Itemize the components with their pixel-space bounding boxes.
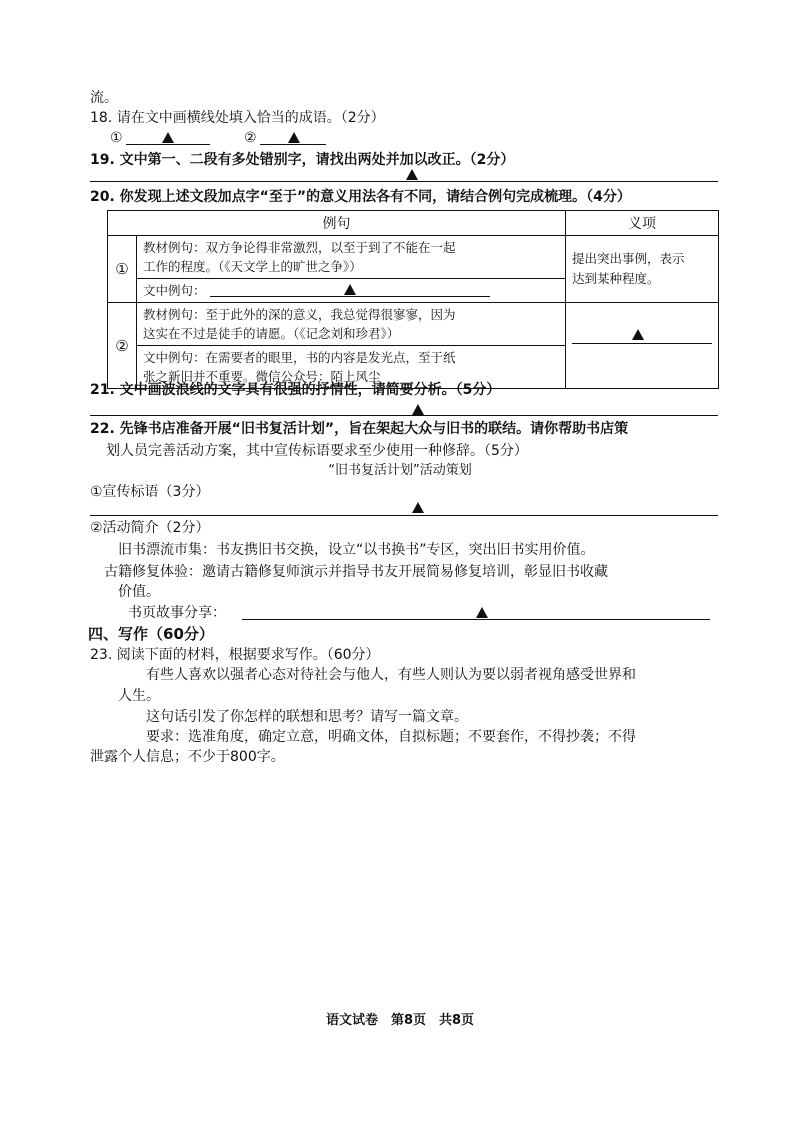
meaning-blank-cell[interactable] <box>566 303 719 389</box>
q18-blank-2[interactable] <box>260 144 326 145</box>
q18-blank-2-label: ② <box>244 130 257 146</box>
writing-prompt: 这句话引发了你怎样的联想和思考？请写一篇文章。 <box>146 709 468 725</box>
text-example-line: 张之新旧并不重要。微信公众号：陌上风尘 <box>143 369 381 384</box>
textbook-example-line: 这实在不过是徒手的请愿。（《记念刘和珍君》） <box>143 326 400 341</box>
row-number: ② <box>108 303 137 389</box>
answer-marker-icon <box>288 132 300 143</box>
answer-marker-icon <box>162 132 174 143</box>
requirement-line2: 泄露个人信息；不少于800字。 <box>90 749 285 765</box>
q21-answer-line[interactable] <box>90 415 718 416</box>
activity-item-2-line1: 古籍修复体验：邀请古籍修复师演示并指导书友开展简易修复培训，彰显旧书收藏 <box>104 564 608 580</box>
question-18: 18. 请在文中画横线处填入恰当的成语。（2分） <box>90 110 385 126</box>
answer-marker-icon <box>476 607 488 618</box>
slogan-answer-line[interactable] <box>90 515 718 516</box>
question-20: 20. 你发现上述文段加点字“至于”的意义用法各有不同，请结合例句完成梳理。（4分） <box>90 189 631 205</box>
q18-blank-1-label: ① <box>110 130 123 146</box>
activity-item-2-line2: 价值。 <box>118 584 160 600</box>
slogan-label: ①宣传标语（3分） <box>90 484 210 500</box>
textbook-example <box>137 236 566 279</box>
textbook-example-line: 教材例句：双方争论得非常激烈，以至于到了不能在一起 <box>143 240 456 255</box>
question-22-line1: 22. 先锋书店准备开展“旧书复活计划”，旨在架起大众与旧书的联结。请你帮助书店策 <box>90 421 629 437</box>
activity-item-3-blank[interactable] <box>242 619 710 620</box>
col-header-meaning: 义项 <box>566 211 719 236</box>
answer-marker-icon <box>412 404 424 415</box>
row-number: ① <box>108 236 137 303</box>
activity-item-1: 旧书漂流市集：书友携旧书交换，设立“以书换书”专区，突出旧书实用价值。 <box>118 542 595 558</box>
text-example-line: 文中例句：在需要者的眼里，书的内容是发光点，至于纸 <box>143 350 456 365</box>
textbook-example-line: 工作的程度。（《天文学上的旷世之争》） <box>143 259 362 274</box>
material-line2: 人生。 <box>118 688 160 704</box>
text-example <box>137 279 566 303</box>
question-21: 21. 文中画波浪线的文字具有很强的抒情性，请简要分析。（5分） <box>90 382 501 398</box>
q19-answer-line[interactable] <box>90 181 718 182</box>
requirement-line1: 要求：选准角度，确定立意，明确文体，自拟标题；不要套作，不得抄袭；不得 <box>146 729 636 745</box>
question-23: 23. 阅读下面的材料，根据要求写作。（60分） <box>90 647 380 663</box>
plan-title: “旧书复活计划”活动策划 <box>328 463 472 478</box>
meaning-line: 达到某种程度。 <box>572 271 660 286</box>
textbook-example-line: 教材例句：至于此外的深的意义，我总觉得很寥寥，因为 <box>143 307 456 322</box>
answer-marker-icon <box>344 284 356 295</box>
q20-table <box>107 210 719 389</box>
meaning-line: 提出突出事例，表示 <box>572 251 685 266</box>
section-writing-title: 四、写作（60分） <box>88 625 214 643</box>
activity-item-3: 书页故事分享： <box>128 605 226 621</box>
question-22-line2: 划人员完善活动方案，其中宣传标语要求至少使用一种修辞。（5分） <box>106 443 528 459</box>
text-example-label: 文中例句： <box>143 283 206 298</box>
answer-marker-icon <box>412 502 424 513</box>
answer-marker-icon <box>632 329 644 340</box>
page-footer: 语文试卷 第8页 共8页 <box>325 1013 475 1028</box>
answer-marker-icon <box>406 169 418 180</box>
prev-question-tail: 流。 <box>90 90 118 106</box>
meaning-blank[interactable] <box>572 343 712 344</box>
question-19: 19. 文中第一、二段有多处错别字，请找出两处并加以改正。（2分） <box>90 152 515 168</box>
material-line1: 有些人喜欢以强者心态对待社会与他人，有些人则认为要以弱者视角感受世界和 <box>146 667 636 683</box>
col-header-example: 例句 <box>108 211 566 236</box>
meaning-cell <box>566 236 719 303</box>
text-example-blank[interactable] <box>210 286 490 297</box>
q18-blank-1[interactable] <box>126 144 210 145</box>
intro-label: ②活动简介（2分） <box>90 520 210 536</box>
textbook-example <box>137 303 566 346</box>
